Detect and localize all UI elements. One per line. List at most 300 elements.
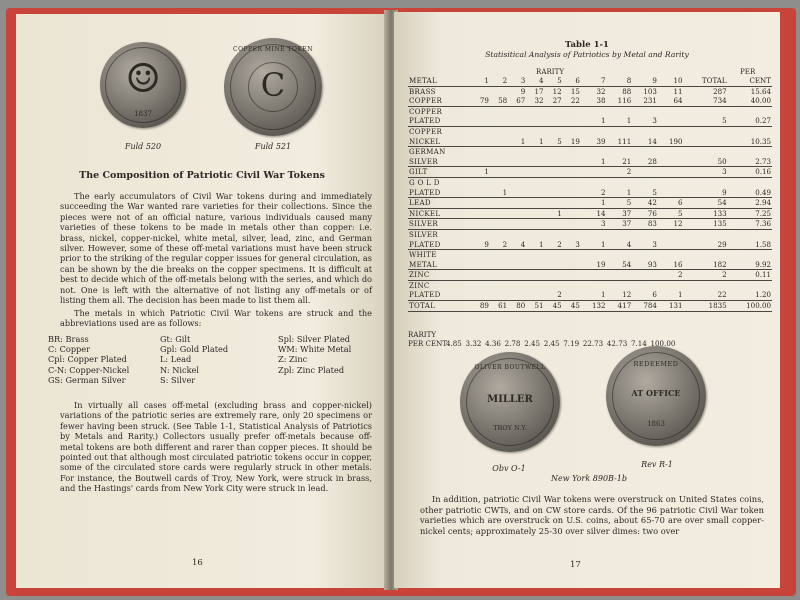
value-cell: 21 bbox=[607, 157, 633, 167]
value-cell: 2 bbox=[607, 167, 633, 178]
value-cell: 4 bbox=[508, 240, 526, 250]
value-cell bbox=[581, 147, 607, 157]
paragraph: In virtually all cases off-metal (excluding brass and copper-nickel) variations of the patriotic series are extremely rare, only 20 specimens or fewer having been struck. (See Table 1-1, Statistical Analysis of Patriotics by Metals and Rarity.) Collectors usually prefer off-metals because off-metal tokens are both different and rarer than copper pieces. It should be pointed out that although most circulated patriotic tokens occur in copper, some of the circulated store cards were regularly struck in other metals. For instance, the Boutwell cards of Troy, New York, were struck in brass, and the Hastings' cards from New York City were struck in lead. bbox=[60, 400, 372, 494]
value-cell: 1 bbox=[526, 240, 544, 250]
per-header: PER bbox=[740, 67, 756, 76]
value-cell: 5 bbox=[632, 188, 658, 198]
value-cell bbox=[728, 177, 772, 187]
value-cell: 2 bbox=[545, 240, 563, 250]
value-cell: 1 bbox=[581, 157, 607, 167]
value-cell bbox=[472, 290, 490, 300]
value-cell: 9 bbox=[684, 188, 728, 198]
rarity-percent-row bbox=[408, 330, 772, 348]
table-row bbox=[408, 260, 772, 270]
value-cell: 50 bbox=[684, 157, 728, 167]
value-cell bbox=[508, 198, 526, 209]
value-cell bbox=[490, 86, 508, 96]
value-cell bbox=[658, 250, 684, 260]
coin-legend: COPPER MINE TOKEN bbox=[233, 46, 313, 53]
value-cell: 12 bbox=[607, 290, 633, 300]
value-cell: 19 bbox=[581, 260, 607, 270]
value-cell bbox=[545, 260, 563, 270]
value-cell bbox=[472, 137, 490, 147]
coin-legend: OLIVER BOUTWELL bbox=[474, 364, 546, 371]
value-cell bbox=[607, 250, 633, 260]
value-cell bbox=[632, 167, 658, 178]
value-cell bbox=[508, 260, 526, 270]
metal-cell: ZINC bbox=[409, 280, 430, 290]
value-cell bbox=[632, 106, 658, 116]
value-cell bbox=[526, 219, 544, 230]
table-row bbox=[408, 208, 772, 219]
metal-cell: GERMAN bbox=[409, 147, 446, 157]
value-cell bbox=[545, 219, 563, 230]
table-row bbox=[408, 116, 772, 126]
value-cell: 1 bbox=[545, 208, 563, 219]
value-cell bbox=[545, 126, 563, 136]
value-cell bbox=[658, 147, 684, 157]
value-cell: 0.11 bbox=[728, 270, 772, 281]
value-cell: 29 bbox=[684, 240, 728, 250]
metal-cell: METAL bbox=[408, 260, 472, 270]
value-cell bbox=[472, 198, 490, 209]
value-cell: CENT bbox=[728, 76, 772, 86]
value-cell: 89 bbox=[472, 301, 490, 312]
value-cell bbox=[508, 167, 526, 178]
value-cell bbox=[490, 219, 508, 230]
value-cell bbox=[684, 250, 728, 260]
metal-cell: ZINC bbox=[408, 270, 472, 281]
value-cell bbox=[684, 106, 728, 116]
value-cell: 2 bbox=[581, 188, 607, 198]
table-row bbox=[408, 137, 772, 147]
value-cell bbox=[526, 229, 544, 239]
value-cell bbox=[490, 250, 508, 260]
value-cell: 1 bbox=[526, 137, 544, 147]
value-cell bbox=[684, 126, 728, 136]
value-cell: 0.16 bbox=[728, 167, 772, 178]
coin-bottom: TROY N.Y. bbox=[493, 424, 527, 432]
value-cell: 135 bbox=[684, 219, 728, 230]
value-cell bbox=[545, 147, 563, 157]
value-cell bbox=[490, 106, 508, 116]
value-cell: 39 bbox=[581, 137, 607, 147]
value-cell bbox=[545, 280, 563, 290]
value-cell bbox=[508, 208, 526, 219]
value-cell bbox=[490, 290, 508, 300]
coin-center: MILLER bbox=[487, 394, 533, 405]
value-cell bbox=[684, 137, 728, 147]
value-cell bbox=[490, 137, 508, 147]
value-cell bbox=[472, 177, 490, 187]
value-cell: 7.25 bbox=[728, 208, 772, 219]
value-cell bbox=[472, 86, 490, 96]
value-cell bbox=[607, 229, 633, 239]
value-cell bbox=[563, 229, 581, 239]
value-cell bbox=[508, 126, 526, 136]
value-cell: 14 bbox=[632, 137, 658, 147]
value-cell: 131 bbox=[658, 301, 684, 312]
value-cell bbox=[526, 116, 544, 126]
value-cell bbox=[658, 229, 684, 239]
table-row bbox=[408, 250, 772, 260]
value-cell bbox=[545, 116, 563, 126]
section-title: The Composition of Patriotic Civil War Tokens bbox=[79, 170, 325, 181]
value-cell: 2 bbox=[490, 240, 508, 250]
value-cell bbox=[526, 167, 544, 178]
value-cell bbox=[526, 270, 544, 281]
value-cell bbox=[545, 270, 563, 281]
value-cell bbox=[658, 177, 684, 187]
coin-caption: Rev R-1 bbox=[641, 460, 673, 469]
value-cell bbox=[545, 229, 563, 239]
value-cell bbox=[508, 147, 526, 157]
value-cell bbox=[526, 126, 544, 136]
value-cell: 5 bbox=[684, 116, 728, 126]
value-cell: 1.20 bbox=[728, 290, 772, 300]
value-cell bbox=[526, 280, 544, 290]
metal-cell: NICKEL bbox=[408, 137, 472, 147]
value-cell: 40.00 bbox=[728, 96, 772, 106]
coin-date: 1863 bbox=[647, 420, 665, 428]
value-cell bbox=[728, 126, 772, 136]
value-cell: 190 bbox=[658, 137, 684, 147]
value-cell bbox=[545, 106, 563, 116]
value-cell: 1 bbox=[581, 198, 607, 209]
value-cell: 28 bbox=[632, 157, 658, 167]
value-cell bbox=[632, 229, 658, 239]
value-cell: 7 bbox=[581, 76, 607, 86]
value-cell bbox=[563, 177, 581, 187]
abbreviation-list bbox=[48, 334, 129, 385]
value-cell bbox=[472, 219, 490, 230]
value-cell bbox=[508, 177, 526, 187]
value-cell: 19 bbox=[563, 137, 581, 147]
abbreviation: GS: German Silver bbox=[48, 374, 126, 385]
table-row bbox=[408, 280, 772, 290]
abbreviation: N: Nickel bbox=[160, 364, 200, 375]
rarity-percent-label2: PER CENT bbox=[408, 339, 448, 348]
value-cell bbox=[684, 147, 728, 157]
value-cell bbox=[563, 250, 581, 260]
value-cell: 10.35 bbox=[728, 137, 772, 147]
metal-cell: TOTAL bbox=[408, 301, 472, 312]
value-cell bbox=[581, 177, 607, 187]
value-cell bbox=[526, 198, 544, 209]
value-cell bbox=[728, 106, 772, 116]
value-cell: 22 bbox=[684, 290, 728, 300]
value-cell: 15.64 bbox=[750, 86, 771, 96]
value-cell bbox=[490, 177, 508, 187]
value-cell: 5 bbox=[545, 137, 563, 147]
value-cell: 1 bbox=[508, 137, 526, 147]
value-cell bbox=[563, 116, 581, 126]
value-cell: 80 bbox=[508, 301, 526, 312]
value-cell: 38 bbox=[581, 96, 607, 106]
value-cell: 64 bbox=[658, 96, 684, 106]
coin-fuld-520 bbox=[100, 42, 186, 128]
value-cell bbox=[545, 167, 563, 178]
metal-cell: PLATED bbox=[408, 188, 472, 198]
value-cell bbox=[563, 198, 581, 209]
abbreviation: Cpl: Copper Plated bbox=[48, 354, 127, 365]
value-cell bbox=[632, 147, 658, 157]
value-cell bbox=[472, 116, 490, 126]
value-cell bbox=[563, 280, 581, 290]
value-cell: 10 bbox=[658, 76, 684, 86]
value-cell bbox=[581, 280, 607, 290]
value-cell bbox=[658, 157, 684, 167]
value-cell bbox=[632, 177, 658, 187]
metal-cell: COPPER bbox=[409, 106, 443, 116]
value-cell: 6 bbox=[563, 76, 581, 86]
value-cell bbox=[563, 208, 581, 219]
value-cell: 132 bbox=[581, 301, 607, 312]
value-cell bbox=[508, 106, 526, 116]
table-row bbox=[408, 106, 772, 116]
value-cell bbox=[728, 147, 772, 157]
value-cell: 54 bbox=[684, 198, 728, 209]
abbreviation: L: Lead bbox=[160, 354, 192, 365]
value-cell: 1 bbox=[490, 188, 508, 198]
value-cell bbox=[563, 270, 581, 281]
value-cell: 5 bbox=[545, 76, 563, 86]
value-cell bbox=[581, 250, 607, 260]
value-cell bbox=[526, 147, 544, 157]
value-cell bbox=[490, 167, 508, 178]
value-cell bbox=[490, 198, 508, 209]
value-cell: 3 bbox=[632, 116, 658, 126]
value-cell bbox=[472, 188, 490, 198]
value-cell: 3 bbox=[632, 240, 658, 250]
value-cell: 11 bbox=[673, 86, 683, 96]
metal-cell: SILVER bbox=[408, 219, 472, 230]
metal-cell: PLATED bbox=[408, 116, 472, 126]
abbreviation: Gpl: Gold Plated bbox=[160, 344, 229, 355]
value-cell bbox=[508, 250, 526, 260]
abbreviation: Z: Zinc bbox=[278, 354, 308, 365]
value-cell: 4 bbox=[526, 76, 544, 86]
value-cell: 9.92 bbox=[728, 260, 772, 270]
value-cell: 1 bbox=[658, 290, 684, 300]
value-cell bbox=[472, 250, 490, 260]
coin-caption: Fuld 521 bbox=[254, 142, 292, 151]
abbreviation-list bbox=[278, 334, 351, 375]
abbreviation: Spl: Silver Plated bbox=[278, 334, 351, 344]
value-cell: 734 bbox=[684, 96, 728, 106]
value-cell: 22 bbox=[563, 96, 581, 106]
value-cell: 2 bbox=[658, 270, 684, 281]
table-row bbox=[408, 301, 772, 312]
table-row bbox=[408, 86, 772, 96]
value-cell bbox=[490, 260, 508, 270]
value-cell bbox=[658, 116, 684, 126]
value-cell bbox=[526, 106, 544, 116]
value-cell bbox=[526, 188, 544, 198]
coin-obv-o1 bbox=[460, 352, 560, 452]
value-cell bbox=[632, 270, 658, 281]
value-cell bbox=[526, 260, 544, 270]
value-cell: 5 bbox=[658, 208, 684, 219]
metal-cell: GILT bbox=[408, 167, 472, 178]
value-cell: 3 bbox=[563, 240, 581, 250]
value-cell: 8 bbox=[607, 76, 633, 86]
value-cell bbox=[490, 229, 508, 239]
value-cell bbox=[526, 250, 544, 260]
value-cell bbox=[490, 147, 508, 157]
value-cell: 133 bbox=[684, 208, 728, 219]
abbreviation: Gt: Gilt bbox=[160, 334, 191, 344]
value-cell: 417 bbox=[607, 301, 633, 312]
value-cell bbox=[632, 250, 658, 260]
value-cell: 51 bbox=[526, 301, 544, 312]
value-cell: 6 bbox=[658, 198, 684, 209]
metal-cell: COPPER bbox=[408, 96, 472, 106]
value-cell bbox=[581, 126, 607, 136]
value-cell: 76 bbox=[632, 208, 658, 219]
table-row bbox=[408, 229, 772, 239]
value-cell: 79 bbox=[472, 96, 490, 106]
metal-cell: G O L D bbox=[409, 177, 440, 187]
value-cell: TOTAL bbox=[684, 76, 728, 86]
coin-fuld-521 bbox=[224, 38, 322, 136]
value-cell bbox=[658, 280, 684, 290]
value-cell: 3 bbox=[581, 219, 607, 230]
value-cell bbox=[490, 280, 508, 290]
abbreviation: C: Copper bbox=[48, 344, 91, 355]
value-cell bbox=[728, 229, 772, 239]
table-row bbox=[408, 219, 772, 230]
value-cell bbox=[684, 177, 728, 187]
value-cell bbox=[490, 126, 508, 136]
value-cell: 42 bbox=[632, 198, 658, 209]
value-cell bbox=[508, 270, 526, 281]
value-cell bbox=[472, 260, 490, 270]
value-cell: 45 bbox=[563, 301, 581, 312]
value-cell: 9 bbox=[632, 76, 658, 86]
value-cell: 12 bbox=[552, 86, 562, 96]
value-cell bbox=[607, 147, 633, 157]
abbreviation: C-N: Copper-Nickel bbox=[48, 364, 130, 375]
metal-cell: PLATED bbox=[408, 290, 472, 300]
value-cell bbox=[563, 106, 581, 116]
value-cell: 6 bbox=[632, 290, 658, 300]
value-cell: 27 bbox=[545, 96, 563, 106]
value-cell: 182 bbox=[684, 260, 728, 270]
value-cell: 1835 bbox=[684, 301, 728, 312]
value-cell bbox=[508, 219, 526, 230]
value-cell bbox=[658, 126, 684, 136]
value-cell bbox=[545, 177, 563, 187]
rarity-percent-label: RARITY bbox=[408, 330, 437, 339]
value-cell bbox=[658, 167, 684, 178]
value-cell bbox=[658, 188, 684, 198]
table-header-row bbox=[408, 76, 772, 86]
rarity-header: RARITY bbox=[536, 67, 565, 76]
value-cell bbox=[526, 157, 544, 167]
value-cell bbox=[563, 167, 581, 178]
value-cell bbox=[490, 208, 508, 219]
value-cell bbox=[472, 157, 490, 167]
value-cell: 2.94 bbox=[728, 198, 772, 209]
coin-caption: Fuld 520 bbox=[124, 142, 162, 151]
value-cell bbox=[658, 240, 684, 250]
value-cell bbox=[728, 280, 772, 290]
table-row bbox=[408, 198, 772, 209]
value-cell bbox=[508, 188, 526, 198]
table-row bbox=[408, 240, 772, 250]
value-cell: 231 bbox=[632, 96, 658, 106]
value-cell bbox=[581, 229, 607, 239]
value-cell bbox=[472, 106, 490, 116]
value-cell bbox=[508, 116, 526, 126]
value-cell: 3 bbox=[684, 167, 728, 178]
value-cell bbox=[581, 106, 607, 116]
table-row bbox=[408, 167, 772, 178]
table-row bbox=[408, 126, 772, 136]
metal-cell: METAL bbox=[408, 76, 472, 86]
value-cell: 58 bbox=[490, 96, 508, 106]
value-cell bbox=[472, 147, 490, 157]
abbreviation: S: Silver bbox=[160, 374, 196, 385]
value-cell: 15 bbox=[570, 86, 580, 96]
value-cell bbox=[526, 177, 544, 187]
value-cell: 100.00 bbox=[728, 301, 772, 312]
value-cell bbox=[684, 280, 728, 290]
value-cell bbox=[545, 198, 563, 209]
value-cell: 61 bbox=[490, 301, 508, 312]
value-cell: 784 bbox=[632, 301, 658, 312]
value-cell: 1 bbox=[581, 290, 607, 300]
value-cell: 37 bbox=[607, 208, 633, 219]
abbreviation: Zpl: Zinc Plated bbox=[278, 364, 345, 375]
value-cell: 116 bbox=[607, 96, 633, 106]
table-row bbox=[408, 96, 772, 106]
value-cell: 111 bbox=[607, 137, 633, 147]
value-cell bbox=[490, 270, 508, 281]
table-title: Table 1-1 bbox=[565, 40, 609, 50]
value-cell: 287 bbox=[713, 86, 727, 96]
page-number: 16 bbox=[192, 558, 203, 568]
value-cell bbox=[563, 188, 581, 198]
value-cell bbox=[658, 106, 684, 116]
page-number: 17 bbox=[570, 560, 581, 570]
metal-cell: SILVER bbox=[408, 157, 472, 167]
coin-date: 1837 bbox=[134, 110, 152, 118]
value-cell bbox=[607, 177, 633, 187]
value-cell bbox=[632, 126, 658, 136]
left-page bbox=[16, 14, 388, 588]
value-cell: 37 bbox=[607, 219, 633, 230]
value-cell: 4 bbox=[607, 240, 633, 250]
value-cell: 45 bbox=[545, 301, 563, 312]
coins-caption: New York 890B-1b bbox=[551, 474, 627, 483]
value-cell: 7.36 bbox=[728, 219, 772, 230]
value-cell: 103 bbox=[643, 86, 657, 96]
value-cell: 1 bbox=[472, 76, 490, 86]
value-cell bbox=[472, 208, 490, 219]
value-cell: 0.27 bbox=[728, 116, 772, 126]
metal-cell: COPPER bbox=[409, 126, 443, 136]
value-cell bbox=[490, 116, 508, 126]
right-page bbox=[394, 12, 780, 588]
value-cell: 88 bbox=[622, 86, 632, 96]
value-cell: 9 bbox=[472, 240, 490, 250]
value-cell: 1.58 bbox=[728, 240, 772, 250]
value-cell bbox=[581, 167, 607, 178]
value-cell bbox=[607, 280, 633, 290]
value-cell bbox=[563, 219, 581, 230]
